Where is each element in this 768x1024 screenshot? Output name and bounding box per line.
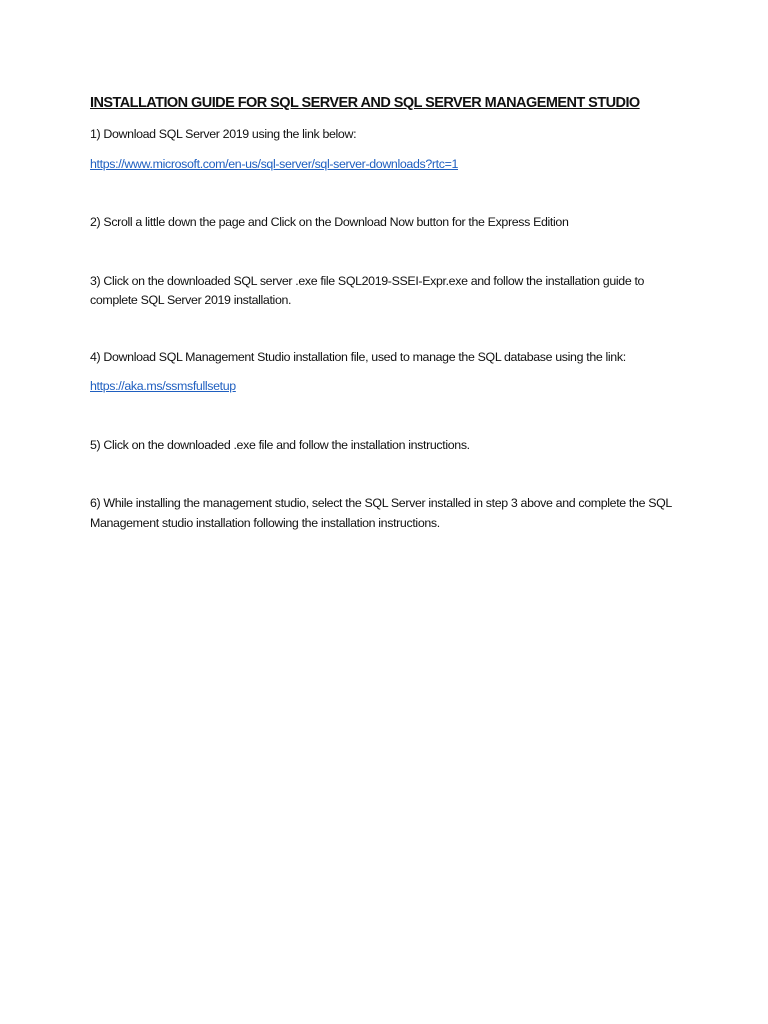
spacer [90, 145, 690, 155]
sql-server-download-link[interactable]: https://www.microsoft.com/en-us/sql-server/sql-server-downloads?rtc=1 [90, 156, 459, 171]
spacer [90, 233, 690, 272]
document-body [90, 94, 690, 533]
spacer [90, 113, 690, 125]
spacer [90, 311, 690, 348]
step-2-text: 2) Scroll a little down the page and Click on the Download Now button for the Express Edition [90, 215, 569, 229]
step-5-text: 5) Click on the downloaded .exe file and follow the installation instructions. [90, 437, 470, 452]
step-6-text: 6) While installing the management studio, select the SQL Server installed in step 3 above and complete the SQL Management studio installation following the installation instructions. [90, 496, 672, 530]
spacer [90, 397, 690, 436]
step-3-text: 3) Click on the downloaded SQL server .exe file SQL2019-SSEI-Expr.exe and follow the installation guide to complete SQL Server 2019 installation. [90, 273, 645, 307]
spacer [90, 367, 690, 377]
spacer [90, 174, 690, 213]
step-4-text: 4) Download SQL Management Studio installation file, used to manage the SQL database using the link: [90, 349, 626, 364]
ssms-download-link[interactable]: https://aka.ms/ssmsfullsetup [90, 379, 236, 393]
document-title: INSTALLATION GUIDE FOR SQL SERVER AND SQL SERVER MANAGEMENT STUDIO [90, 95, 640, 111]
spacer [90, 455, 690, 494]
step-1-text: 1) Download SQL Server 2019 using the link below: [90, 127, 357, 141]
